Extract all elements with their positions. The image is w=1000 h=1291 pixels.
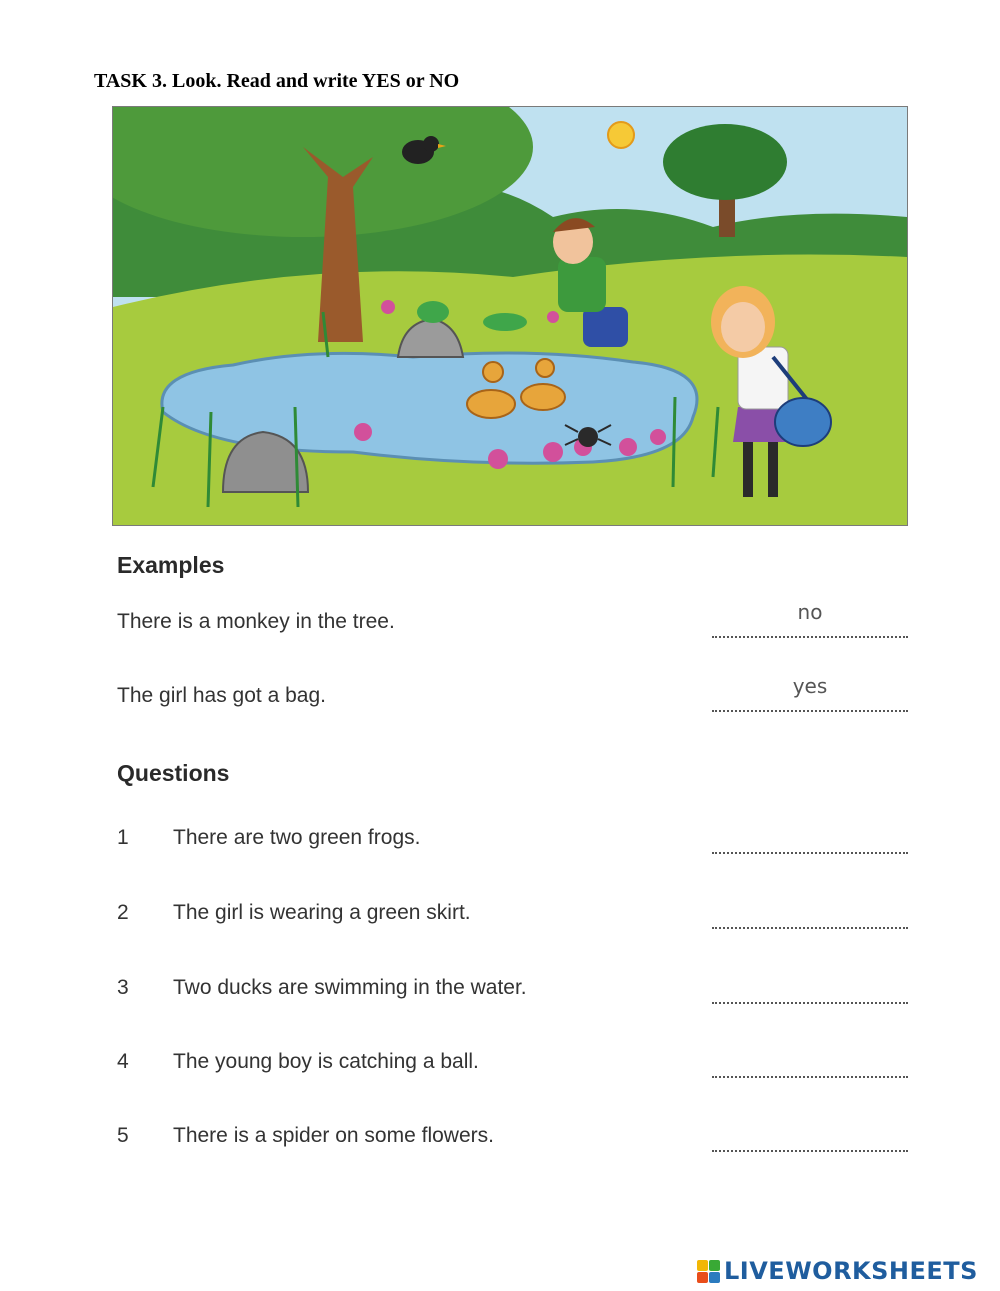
- questions-heading: Questions: [117, 760, 230, 786]
- task-title: TASK 3. Look. Read and write YES or NO: [94, 70, 460, 92]
- question-text: Two ducks are swimming in the water.: [173, 976, 527, 999]
- answer-field[interactable]: [712, 978, 908, 1004]
- example-row: [117, 600, 908, 640]
- example-answer: yes: [792, 674, 828, 698]
- question-number: 3: [117, 976, 129, 999]
- question-number: 1: [117, 826, 129, 849]
- example-text: There is a monkey in the tree.: [117, 610, 395, 633]
- question-number: 5: [117, 1124, 129, 1147]
- question-text: The girl is wearing a green skirt.: [173, 901, 471, 924]
- logo-square: [697, 1272, 708, 1283]
- logo-text: LIVEWORKSHEETS: [724, 1257, 978, 1285]
- park-scene-illustration: [112, 106, 908, 526]
- scene-svg: [113, 107, 907, 525]
- examples-heading: Examples: [117, 552, 225, 578]
- question-row: [117, 1046, 908, 1080]
- answer-field[interactable]: [712, 903, 908, 929]
- question-row: [117, 1120, 908, 1154]
- logo-square: [709, 1272, 720, 1283]
- answer-field[interactable]: [712, 828, 908, 854]
- example-row: [117, 674, 908, 714]
- logo-square: [697, 1260, 708, 1271]
- liveworksheets-logo[interactable]: [697, 1256, 978, 1286]
- question-text: There is a spider on some flowers.: [173, 1124, 494, 1147]
- question-row: [117, 897, 908, 931]
- answer-field[interactable]: [712, 1052, 908, 1078]
- answer-field[interactable]: [712, 1126, 908, 1152]
- logo-mark-icon: [697, 1260, 720, 1283]
- question-number: 4: [117, 1050, 129, 1073]
- sun-icon: [608, 122, 634, 148]
- logo-square: [709, 1260, 720, 1271]
- question-row: [117, 972, 908, 1006]
- example-text: The girl has got a bag.: [117, 684, 326, 707]
- question-text: The young boy is catching a ball.: [173, 1050, 479, 1073]
- example-answer: no: [797, 600, 823, 624]
- question-number: 2: [117, 901, 129, 924]
- question-row: [117, 822, 908, 856]
- question-text: There are two green frogs.: [173, 826, 421, 849]
